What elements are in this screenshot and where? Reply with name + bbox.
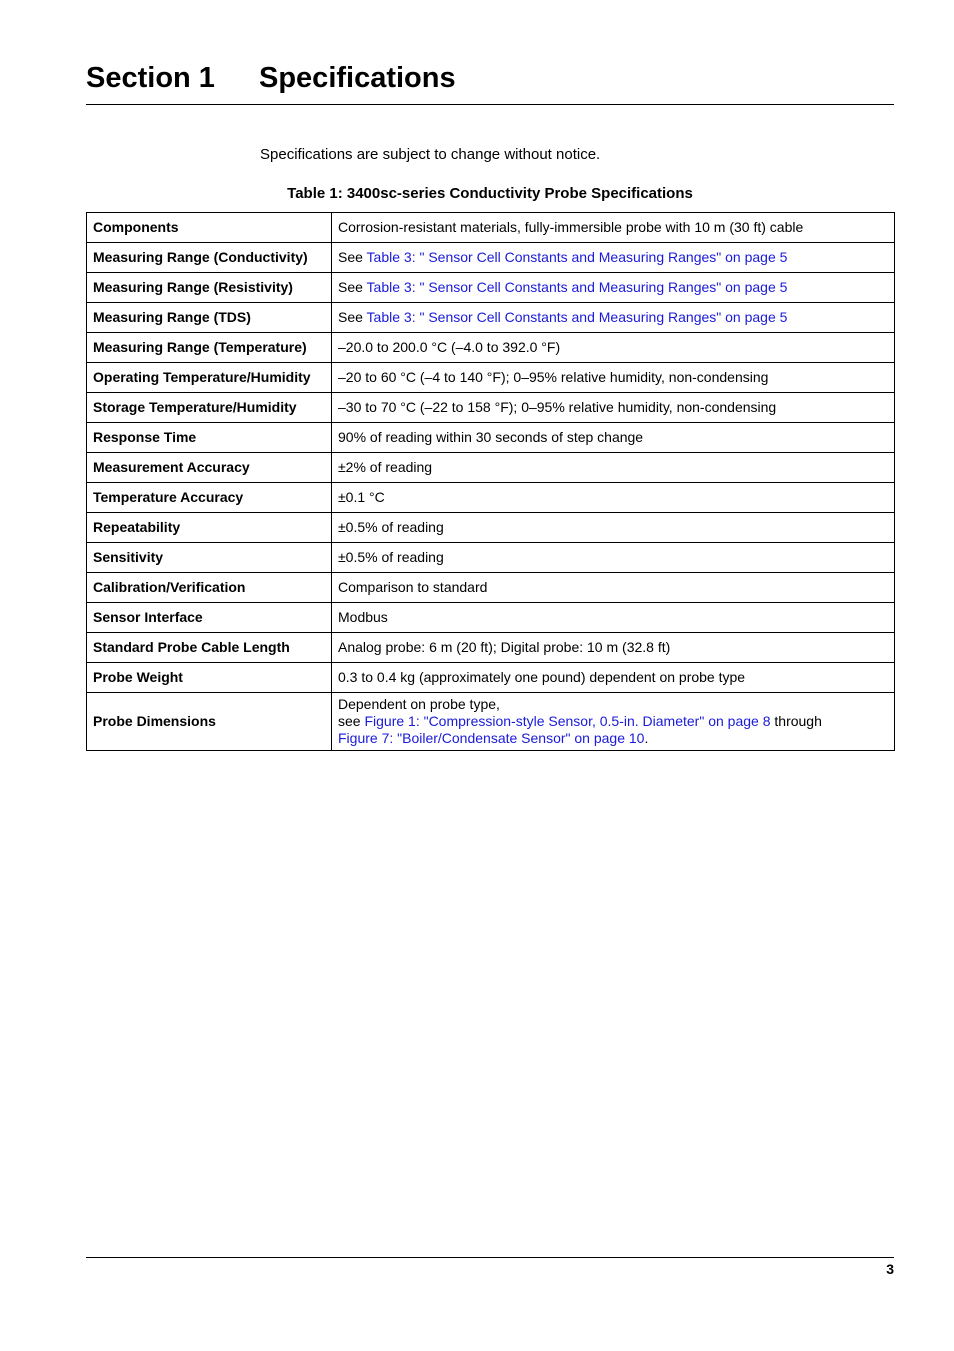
row-value: ±2% of reading [332,453,895,483]
value-prefix: See [338,249,367,265]
row-value: ±0.5% of reading [332,513,895,543]
row-value: Corrosion-resistant materials, fully-immersible probe with 10 m (30 ft) cable [332,213,895,243]
table-row [87,213,895,243]
table-3-link[interactable]: Table 3: " Sensor Cell Constants and Measuring Ranges" on page 5 [366,249,788,265]
row-label: Measurement Accuracy [87,453,332,483]
row-label: Operating Temperature/Humidity [87,363,332,393]
row-label: Measuring Range (Conductivity) [87,243,332,273]
row-value: Comparison to standard [332,573,895,603]
table-row [87,423,895,453]
specifications-table [86,212,895,751]
row-label: Calibration/Verification [87,573,332,603]
value-prefix: see [338,713,365,729]
table-caption: Table 1: 3400sc-series Conductivity Probe Specifications [287,185,693,202]
row-label: Response Time [87,423,332,453]
value-middle: through [770,713,822,729]
row-value: 90% of reading within 30 seconds of step change [332,423,895,453]
table-row [87,663,895,693]
table-row [87,453,895,483]
row-value: –20.0 to 200.0 °C (–4.0 to 392.0 °F) [332,333,895,363]
row-value: –20 to 60 °C (–4 to 140 °F); 0–95% relative humidity, non-condensing [332,363,895,393]
row-value: Analog probe: 6 m (20 ft); Digital probe: 10 m (32.8 ft) [332,633,895,663]
row-value [332,693,895,751]
table-row [87,513,895,543]
figure-1-link[interactable]: Figure 1: "Compression-style Sensor, 0.5-in. Diameter" on page 8 [364,713,771,729]
row-label: Measuring Range (TDS) [87,303,332,333]
table-row [87,633,895,663]
row-label: Sensor Interface [87,603,332,633]
row-value: ±0.1 °C [332,483,895,513]
section-header [86,58,894,105]
row-value [332,303,895,333]
row-label: Probe Weight [87,663,332,693]
row-value [332,243,895,273]
table-row [87,483,895,513]
row-value [332,273,895,303]
row-label: Measuring Range (Resistivity) [87,273,332,303]
table-row [87,543,895,573]
row-value: Modbus [332,603,895,633]
row-label: Storage Temperature/Humidity [87,393,332,423]
row-label: Probe Dimensions [87,693,332,751]
table-row [87,333,895,363]
value-prefix: See [338,279,367,295]
table-row [87,573,895,603]
row-label: Standard Probe Cable Length [87,633,332,663]
row-value: –30 to 70 °C (–22 to 158 °F); 0–95% relative humidity, non-condensing [332,393,895,423]
section-title: Specifications [259,62,456,94]
figure-7-link[interactable]: Figure 7: "Boiler/Condensate Sensor" on page 10 [338,730,645,746]
value-line: Dependent on probe type, [338,696,500,712]
table-row [87,303,895,333]
table-row [87,363,895,393]
row-value: 0.3 to 0.4 kg (approximately one pound) dependent on probe type [332,663,895,693]
table-3-link[interactable]: Table 3: " Sensor Cell Constants and Measuring Ranges" on page 5 [366,279,788,295]
footer-rule [86,1257,894,1258]
row-label: Measuring Range (Temperature) [87,333,332,363]
table-row [87,243,895,273]
table-row [87,393,895,423]
row-label: Sensitivity [87,543,332,573]
table-3-link[interactable]: Table 3: " Sensor Cell Constants and Measuring Ranges" on page 5 [366,309,788,325]
table-row [87,603,895,633]
page-number: 3 [886,1261,894,1277]
row-label: Repeatability [87,513,332,543]
row-value: ±0.5% of reading [332,543,895,573]
value-suffix: . [644,730,649,746]
row-label: Temperature Accuracy [87,483,332,513]
table-row [87,693,895,751]
row-label: Components [87,213,332,243]
value-prefix: See [338,309,367,325]
intro-text: Specifications are subject to change without notice. [260,146,601,163]
section-number: Section 1 [86,62,215,94]
table-row [87,273,895,303]
